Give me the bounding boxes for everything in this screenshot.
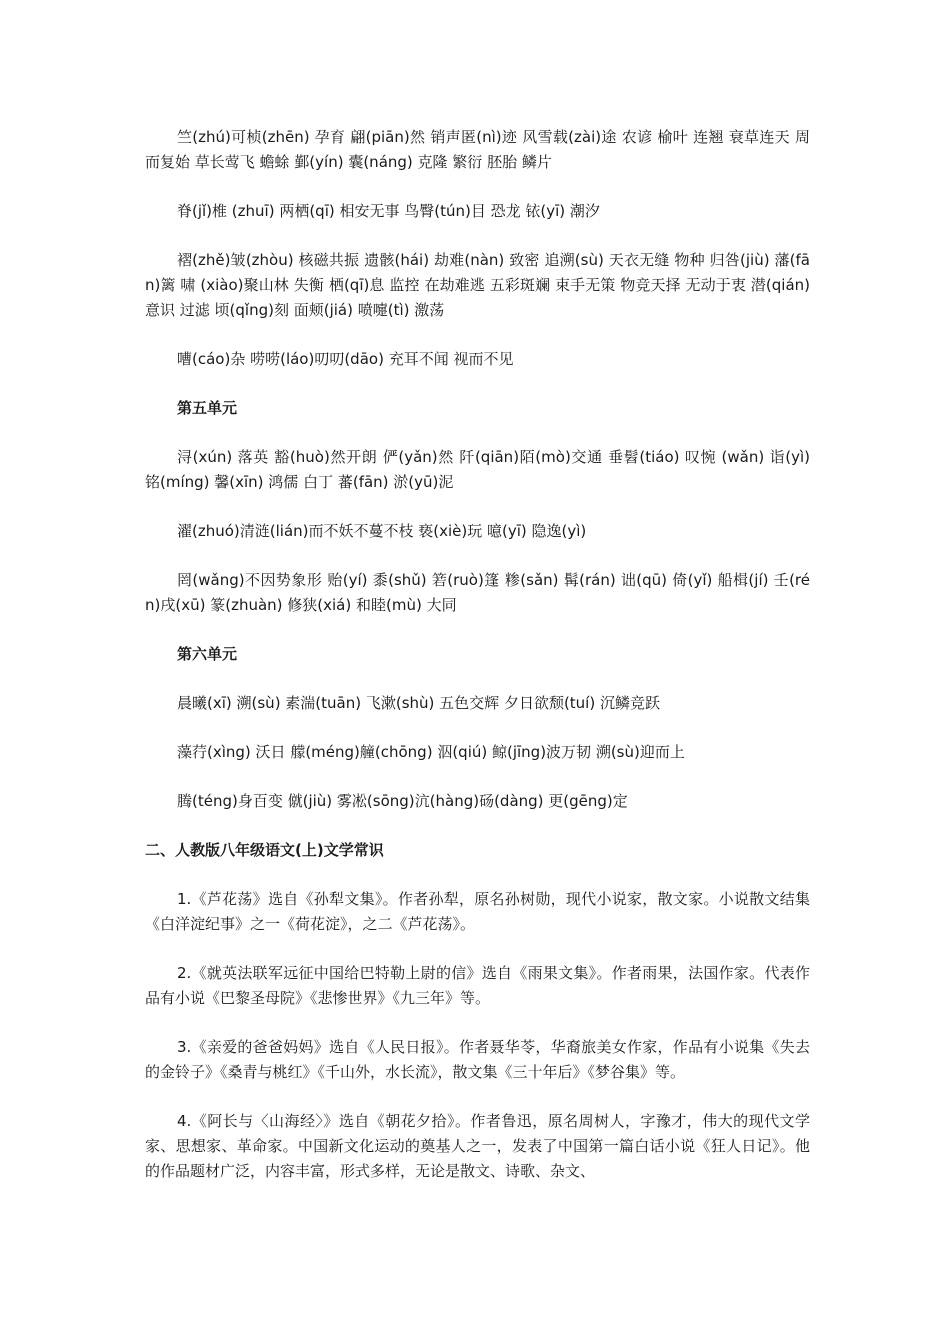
vocab-paragraph-5: 浔(xún) 落英 豁(huò)然开朗 俨(yǎn)然 阡(qiān)陌(mò)交通 垂髫(tiáo) 叹惋 (wǎn) 诣(yì) 铭(míng) 馨(xīn) 鸿儒 白丁 蕃(fān) 淤(yū)泥 bbox=[145, 448, 810, 491]
vocab-paragraph-9: 藻荇(xìng) 沃日 艨(méng)艟(chōng) 泅(qiú) 鲸(jīng)波万韧 溯(sù)迎而上 bbox=[177, 743, 685, 761]
literature-item-2: 2.《就英法联军远征中国给巴特勒上尉的信》选自《雨果文集》。作者雨果，法国作家。代表作品有小说《巴黎圣母院》《悲惨世界》《九三年》等。 bbox=[145, 964, 810, 1007]
vocab-paragraph-7: 罔(wǎng)不因势象形 贻(yí) 黍(shǔ) 箬(ruò)篷 糁(sǎn) 髯(rán) 诎(qū) 倚(yǐ) 船楫(jí) 壬(rén)戌(xū) 篆(zhuàn) 修狭(xiá) 和睦(mù) 大同 bbox=[145, 571, 810, 614]
literature-item-3: 3.《亲爱的爸爸妈妈》选自《人民日报》。作者聂华苓，华裔旅美女作家，作品有小说集《失去的金铃子》《桑青与桃红》《千山外，水长流》，散文集《三十年后》《梦谷集》等。 bbox=[145, 1038, 810, 1081]
literature-item-1: 1.《芦花荡》选自《孙犁文集》。作者孙犁，原名孙树勋，现代小说家，散文家。小说散文结集《白洋淀纪事》之一《荷花淀》，之二《芦花荡》。 bbox=[145, 890, 810, 933]
vocab-paragraph-6: 濯(zhuó)清涟(lián)而不妖不蔓不枝 亵(xiè)玩 噫(yī) 隐逸(yì) bbox=[177, 522, 587, 540]
vocab-paragraph-2: 脊(jǐ)椎 (zhuī) 两栖(qī) 相安无事 鸟臀(tún)目 恐龙 铱(yī) 潮汐 bbox=[177, 202, 600, 220]
document-page bbox=[145, 125, 810, 1208]
vocab-paragraph-1: 竺(zhú)可桢(zhēn) 孕育 翩(piān)然 销声匿(nì)迹 风雪载(zài)途 农谚 榆叶 连翘 衰草连天 周而复始 草长莺飞 蟾蜍 鄞(yín) 囊(náng) 克隆 繁衍 胚胎 鳞片 bbox=[145, 128, 810, 171]
literature-item-4: 4.《阿长与〈山海经〉》选自《朝花夕拾》。作者鲁迅，原名周树人，字豫才，伟大的现代文学家、思想家、革命家。中国新文化运动的奠基人之一，发表了中国第一篇白话小说《狂人日记》。他的作品题材广泛，内容丰富，形式多样，无论是散文、诗歌、杂文、 bbox=[145, 1112, 810, 1180]
vocab-paragraph-3: 褶(zhě)皱(zhòu) 核磁共振 遗骸(hái) 劫难(nàn) 致密 追溯(sù) 天衣无缝 物种 归咎(jiù) 藩(fān)篱 啸 (xiào)聚山林 失衡 栖(qī)息 监控 在劫难逃 五彩斑斓 束手无策 物竞天择 无动于衷 潜(qián)意识 过滤 顷(qǐng)刻 面颊(jiá) 喷嚏(tì) 激荡 bbox=[145, 251, 810, 319]
unit-five-heading: 第五单元 bbox=[177, 399, 238, 417]
unit-six-heading: 第六单元 bbox=[177, 645, 238, 663]
vocab-paragraph-4: 嘈(cáo)杂 唠唠(láo)叨叨(dāo) 充耳不闻 视而不见 bbox=[177, 350, 514, 368]
vocab-paragraph-10: 腾(téng)身百变 僦(jiù) 雾凇(sōng)沆(hàng)砀(dàng) 更(gēng)定 bbox=[177, 792, 628, 810]
vocab-paragraph-8: 晨曦(xī) 溯(sù) 素湍(tuān) 飞漱(shù) 五色交辉 夕日欲颓(tuí) 沉鳞竞跃 bbox=[177, 694, 660, 712]
literature-section-heading: 二、人教版八年级语文(上)文学常识 bbox=[145, 841, 384, 859]
